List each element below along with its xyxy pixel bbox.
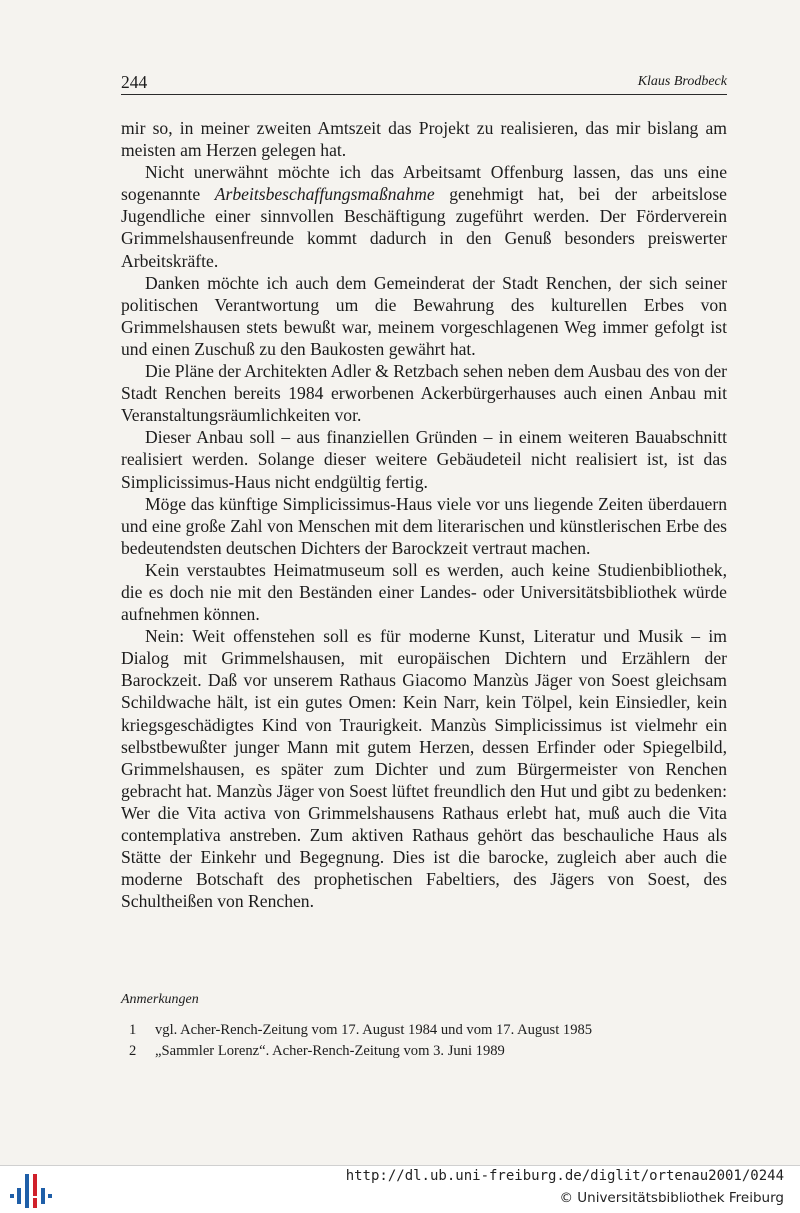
note-text: „Sammler Lorenz“. Acher-Rench-Zeitung vom 3. Juni 1989 <box>155 1043 505 1059</box>
body-text <box>121 117 727 912</box>
paragraph-6: Möge das künftige Simplicissimus-Haus viele vor uns liegende Zeiten überdauern und eine große Zahl von Menschen mit dem literarischen und künstlerischen Erbe des bedeutendsten deutschen Dichters der Barockzeit vertraut machen. <box>121 493 727 558</box>
paragraph-2 <box>121 161 727 271</box>
paragraph-2-italic-term: Arbeitsbeschaffungsmaßnahme <box>214 184 435 205</box>
note-number: 2 <box>129 1043 137 1059</box>
paragraph-3: Danken möchte ich auch dem Gemeinderat der Stadt Renchen, der sich seiner politischen Verantwortung um die Bewahrung des kulturellen Erbes von Grimmelshausen stets bewußt war, meinem vorgeschlagenen Weg immer gefolgt ist und einen Zuschuß zu den Baukosten gewährt hat. <box>121 272 727 359</box>
page-header <box>121 70 727 95</box>
ub-freiburg-logo-icon[interactable] <box>8 1170 56 1210</box>
notes-list <box>121 1020 727 1062</box>
note-item <box>121 1041 727 1062</box>
viewer-footer <box>0 1165 800 1213</box>
paragraph-1: mir so, in meiner zweiten Amtszeit das Projekt zu realisieren, das mir bislang am meisten am Herzen gelegen hat. <box>121 118 727 161</box>
paragraph-7: Kein verstaubtes Heimatmuseum soll es werden, auch keine Studienbibliothek, die es doch nie mit den Beständen einer Landes- oder Universitätsbibliothek würde aufnehmen können. <box>121 559 727 625</box>
paragraph-2-end: genehmigt hat, bei der arbeitslose Jugendliche einer sinnvollen Beschäftigung zugeführt werden. Der Förderverein Grimmelshausenfreunde kommt dadurch in den Genuß besonders preiswerter Arbeitskräfte. <box>121 184 727 271</box>
note-number: 1 <box>129 1022 137 1038</box>
notes-heading: Anmerkungen <box>121 992 199 1007</box>
paragraph-4: Die Pläne der Architekten Adler & Retzbach sehen neben dem Ausbau des von der Stadt Renchen bereits 1984 erworbenen Ackerbürgerhauses auch einen Anbau mit Veranstaltungsräumlichkeiten vor. <box>121 361 727 426</box>
paragraph-2-start: Nicht unerwähnt möchte ich das Arbeitsamt Offenburg lassen, das uns eine sogenannte <box>121 162 727 205</box>
running-head-author: Klaus Brodbeck <box>637 74 727 89</box>
paragraph-5: Dieser Anbau soll – aus finanziellen Gründen – in einem weiteren Bauabschnitt realisiert werden. Solange dieser weitere Gebäudeteil nicht realisiert ist, ist das Simplicissimus-Haus nicht endgültig fertig. <box>121 427 727 492</box>
permalink-url[interactable]: http://dl.ub.uni-freiburg.de/diglit/ortenau2001/0244 <box>345 1168 784 1184</box>
note-item <box>121 1020 727 1041</box>
copyright-notice: © Universitätsbibliothek Freiburg <box>559 1190 784 1206</box>
page-number: 244 <box>121 72 148 92</box>
note-text: vgl. Acher-Rench-Zeitung vom 17. August 1984 und vom 17. August 1985 <box>155 1022 593 1038</box>
paragraph-8: Nein: Weit offenstehen soll es für moderne Kunst, Literatur und Musik – im Dialog mit Grimmelshausen, mit europäischen Dichtern und Erzählern der Barockzeit. Daß vor unserem Rathaus Giacomo Manzùs Jäger von Soest gleichsam Schildwache hält, ist ein gutes Omen: Kein Narr, kein Tölpel, kein Einsiedler, kein kriegsgeschädigtes Kind von Traurigkeit. Manzùs Simplicissimus ist vielmehr ein selbstbewußter junger Mann mit gutem Herzen, dessen Erfinder oder Spiegelbild, Grimmelshausen, es später zum Dichter und zum Bürgermeister von Renchen gebracht hat. Manzùs Jäger von Soest lüftet freundlich den Hut und gibt zu bedenken: Wer die Vita activa von Grimmelshausens Rathaus erlebt hat, muß auch die Vita contemplativa anstreben. Zum aktiven Rathaus gehört das beschauliche Haus als Stätte der Einkehr und Begegnung. Dies ist die barocke, zugleich aber auch die moderne Botschaft des prophetischen Fabeltiers, des Jägers von Soest, des Schultheißen von Renchen. <box>121 626 727 912</box>
